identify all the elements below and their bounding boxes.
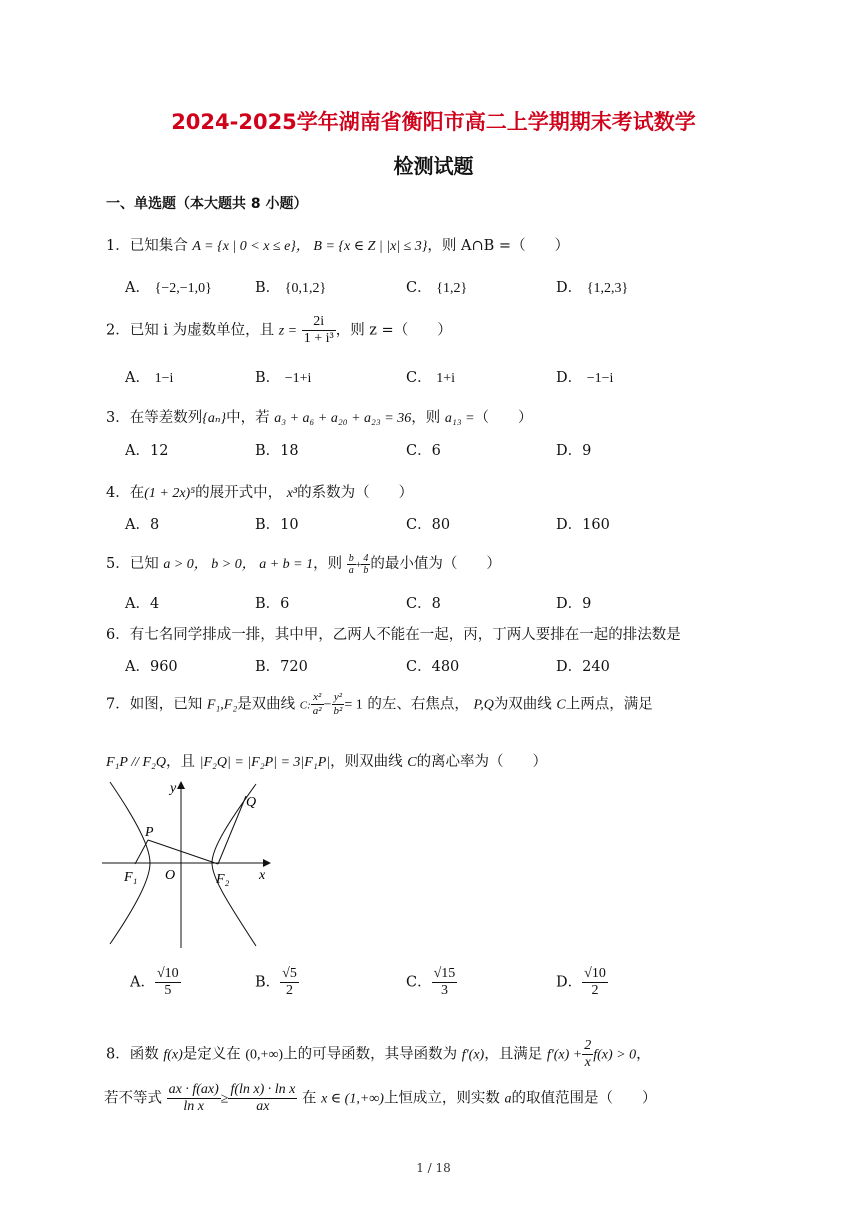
numerator: 2 <box>584 1038 592 1053</box>
option-b <box>255 655 308 676</box>
option-label: D． <box>556 659 583 675</box>
label-f1: F₁ <box>124 870 138 885</box>
segment-f1-p <box>135 840 148 864</box>
option-label: A． <box>125 370 150 386</box>
question-number: 3． <box>106 410 130 426</box>
option-a <box>125 366 173 387</box>
option-label: B． <box>255 596 281 612</box>
option-label: A． <box>130 974 155 991</box>
question-text: 中，若 <box>226 410 270 426</box>
numerator: 4 <box>363 552 369 564</box>
option-label: D． <box>556 370 583 386</box>
option-label: C． <box>406 370 432 386</box>
option-value: −1+i <box>284 371 312 386</box>
option-b <box>255 439 299 460</box>
math-expression: C <box>556 697 566 713</box>
curve-name: C: <box>299 699 311 712</box>
fraction <box>167 1082 221 1115</box>
plus-sign: + <box>355 560 362 571</box>
math-expression: F₁,F₂ <box>206 697 238 713</box>
option-value: 160 <box>582 517 610 533</box>
minus-sign: − <box>323 697 332 713</box>
math-expression: a₃ + a₆ + a₂₀ + a₂₃ = 36 <box>274 411 412 426</box>
question-text: ，且满足 <box>484 1046 543 1063</box>
option-value: 960 <box>149 659 178 675</box>
fraction <box>155 966 181 999</box>
option-value: 18 <box>280 443 299 459</box>
numerator: x² <box>311 691 324 705</box>
question-text: ，则 z =（ ） <box>335 322 452 339</box>
option-c <box>406 655 459 676</box>
denominator: b <box>363 564 369 576</box>
option-value: 9 <box>582 596 592 612</box>
question-text: ，则 <box>411 410 441 426</box>
denominator: a² <box>312 705 322 717</box>
question-text: 上恒成立，则实数 <box>383 1090 500 1107</box>
option-value: 4 <box>149 596 160 612</box>
question-text: 函数 <box>129 1046 159 1063</box>
question-4 <box>106 481 413 502</box>
question-text: 有七名同学排成一排，其中甲，乙两人不能在一起，丙，丁两人要排在一起的排法数是 <box>129 627 681 643</box>
math-expression: a > 0， b > 0， a + b = 1 <box>163 557 314 572</box>
fraction <box>228 1082 297 1115</box>
hyperbola-figure <box>98 778 278 953</box>
label-o: O <box>165 868 176 883</box>
question-text: 的系数为（ ） <box>297 485 414 501</box>
fraction <box>432 966 458 999</box>
math-expression: f(x) <box>163 1047 183 1063</box>
option-label: A． <box>125 659 150 675</box>
section-heading-single-choice: 一、单选题（本大题共 8 小题） <box>106 196 308 212</box>
option-a <box>125 439 168 460</box>
option-value: 1−i <box>154 371 174 386</box>
option-value: {1,2} <box>436 281 468 296</box>
question-text: ，且 <box>166 754 196 770</box>
fraction <box>582 1038 593 1071</box>
option-value: 10 <box>280 517 299 533</box>
label-q: Q <box>246 795 257 810</box>
math-expression: x³ <box>286 486 298 501</box>
option-b <box>255 276 326 297</box>
denominator: 1 + i³ <box>303 331 334 346</box>
option-d <box>556 966 608 999</box>
question-number: 6． <box>106 627 130 643</box>
document-title: 2024-2025学年湖南省衡阳市高二上学期期末考试数学 <box>171 110 696 134</box>
option-value: 6 <box>431 443 441 459</box>
option-label: C． <box>406 659 432 675</box>
label-p: P <box>145 825 154 840</box>
question-text: 如图，已知 <box>129 696 203 713</box>
math-expression: x ∈ (1,+∞) <box>321 1091 384 1107</box>
math-expression: f(x) > 0 <box>593 1047 637 1063</box>
fraction <box>332 691 345 718</box>
option-label: A． <box>125 443 150 459</box>
option-label: D． <box>556 974 583 991</box>
question-text: ，则双曲线 <box>330 754 403 770</box>
question-text: 是定义在 <box>182 1046 241 1063</box>
label-y: y <box>170 781 177 796</box>
numerator: √10 <box>156 966 179 981</box>
question-text: 是双曲线 <box>237 696 296 713</box>
option-b <box>255 513 299 534</box>
option-c <box>406 439 441 460</box>
question-text: 在 <box>301 1090 317 1107</box>
option-b <box>255 966 299 999</box>
question-text: （ ） <box>474 410 533 426</box>
option-label: D． <box>556 596 583 612</box>
denominator: a <box>348 564 354 576</box>
option-label: C． <box>406 517 432 533</box>
option-value: 480 <box>431 659 460 675</box>
question-text: 的取值范围是（ ） <box>511 1090 657 1107</box>
option-label: C． <box>406 280 432 296</box>
denominator: ax <box>256 1099 270 1114</box>
question-number: 2． <box>106 322 130 339</box>
option-a <box>125 592 159 613</box>
segment-f2-q <box>218 796 246 864</box>
math-expression: |F₂Q| = |F₂P| = 3|F₁P| <box>199 755 331 770</box>
fraction <box>311 691 324 718</box>
math-expression: (0,+∞) <box>245 1047 284 1063</box>
math-expression: {aₙ} <box>202 411 227 426</box>
numerator: b <box>348 552 354 564</box>
option-d <box>556 276 628 297</box>
question-text: 上两点，满足 <box>565 696 653 713</box>
math-expression: (1 + 2x)⁵ <box>144 486 196 501</box>
option-label: D． <box>556 443 583 459</box>
question-text: 的展开式中， <box>195 485 283 501</box>
option-d <box>556 513 610 534</box>
option-a <box>125 513 159 534</box>
denominator: 5 <box>164 983 172 998</box>
question-7 <box>106 691 653 718</box>
question-8 <box>106 1038 651 1071</box>
option-label: A． <box>125 596 150 612</box>
question-text: ，则 <box>313 556 343 572</box>
math-expression: a₁₃ = <box>444 411 475 426</box>
option-label: C． <box>406 596 432 612</box>
option-d <box>556 592 591 613</box>
option-value: {−2,−1,0} <box>154 281 212 296</box>
segment-p-f2 <box>148 840 218 864</box>
math-expression: a <box>504 1091 512 1107</box>
option-label: A． <box>125 517 150 533</box>
question-text: ，则 A∩B =（ ） <box>427 238 570 254</box>
denominator: 2 <box>286 983 293 998</box>
question-6 <box>106 623 681 644</box>
option-label: C． <box>406 974 432 991</box>
option-value: 720 <box>280 659 308 675</box>
question-text: 在 <box>129 485 145 501</box>
option-label: B． <box>255 443 281 459</box>
option-label: B． <box>255 659 281 675</box>
math-expression: P,Q <box>473 697 494 713</box>
option-label: A． <box>125 280 150 296</box>
option-c <box>406 276 467 297</box>
page-number: 1 / 18 <box>416 1161 451 1175</box>
math-expression: A = {x | 0 < x ≤ e}， B = {x ∈ Z | |x| ≤ 3} <box>192 239 428 254</box>
option-label: B． <box>255 974 281 991</box>
fraction <box>280 966 299 999</box>
document-subtitle: 检测试题 <box>393 154 474 178</box>
question-text: 已知 i 为虚数单位，且 <box>129 322 275 339</box>
math-expression: z = <box>278 323 298 339</box>
numerator: y² <box>332 691 345 705</box>
option-value: 8 <box>431 596 441 612</box>
question-text: ， <box>636 1046 651 1063</box>
option-value: {0,1,2} <box>284 281 327 296</box>
option-label: B． <box>255 517 281 533</box>
question-text: 的最小值为（ ） <box>370 556 501 572</box>
label-x: x <box>259 868 266 883</box>
option-c <box>406 366 455 387</box>
question-number: 7． <box>106 696 130 713</box>
question-text: 的离心率为（ ） <box>416 754 548 770</box>
math-expression: F₁P // F₂Q <box>106 755 167 770</box>
option-label: D． <box>556 280 583 296</box>
question-text: 的左、右焦点， <box>367 696 469 713</box>
option-b <box>255 592 289 613</box>
question-number: 1． <box>106 238 130 254</box>
numerator: √15 <box>433 966 456 981</box>
option-a <box>130 966 181 999</box>
option-d <box>556 439 591 460</box>
question-5 <box>106 552 501 576</box>
fraction <box>347 553 356 576</box>
fraction <box>302 314 336 347</box>
option-c <box>406 966 457 999</box>
option-a <box>125 655 178 676</box>
question-number: 8． <box>106 1046 130 1063</box>
question-text: 在等差数列 <box>129 410 203 426</box>
option-value: 12 <box>149 443 169 459</box>
option-c <box>406 592 441 613</box>
option-value: 240 <box>582 659 610 675</box>
question-number: 4． <box>106 485 130 501</box>
option-d <box>556 655 610 676</box>
denominator: ln x <box>183 1099 204 1114</box>
option-label: C． <box>406 443 432 459</box>
question-3 <box>106 406 533 427</box>
denominator: x <box>584 1055 591 1070</box>
option-value: 1+i <box>436 371 456 386</box>
question-8-line-2 <box>104 1082 657 1115</box>
numerator: f(ln x) · ln x <box>230 1082 296 1097</box>
option-a <box>125 276 212 297</box>
fraction <box>582 966 608 999</box>
question-1 <box>106 234 569 255</box>
denominator: 3 <box>440 983 448 998</box>
question-text: 为双曲线 <box>493 696 552 713</box>
label-f2: F₂ <box>216 872 230 887</box>
math-expression: f′(x) + <box>546 1047 583 1063</box>
option-label: B． <box>255 280 281 296</box>
option-c <box>406 513 450 534</box>
option-value: 6 <box>280 596 290 612</box>
option-value: 8 <box>149 517 160 533</box>
question-text: 已知 <box>129 556 159 572</box>
option-label: D． <box>556 517 583 533</box>
math-expression: C <box>407 755 417 770</box>
option-value: {1,2,3} <box>586 281 629 296</box>
question-text: 若不等式 <box>104 1090 162 1107</box>
numerator: √10 <box>584 966 606 981</box>
option-label: B． <box>255 370 281 386</box>
option-value: 80 <box>431 517 451 533</box>
math-expression: f′(x) <box>461 1047 485 1063</box>
option-value: 9 <box>582 443 592 459</box>
numerator: 2i <box>302 314 336 331</box>
question-text: 已知集合 <box>129 238 188 254</box>
option-value: −1−i <box>586 371 614 386</box>
denominator: 2 <box>591 983 599 998</box>
option-b <box>255 366 311 387</box>
equals-one: = 1 <box>344 697 363 713</box>
question-7-line-2 <box>106 750 547 771</box>
question-2 <box>106 314 452 347</box>
question-text: 上的可导函数，其导函数为 <box>283 1046 458 1063</box>
numerator: √5 <box>282 966 297 981</box>
denominator: b² <box>333 705 343 717</box>
option-d <box>556 366 613 387</box>
question-number: 5． <box>106 556 130 572</box>
numerator: ax · f(ax) <box>168 1082 219 1097</box>
geq-sign: ≥ <box>220 1091 229 1107</box>
